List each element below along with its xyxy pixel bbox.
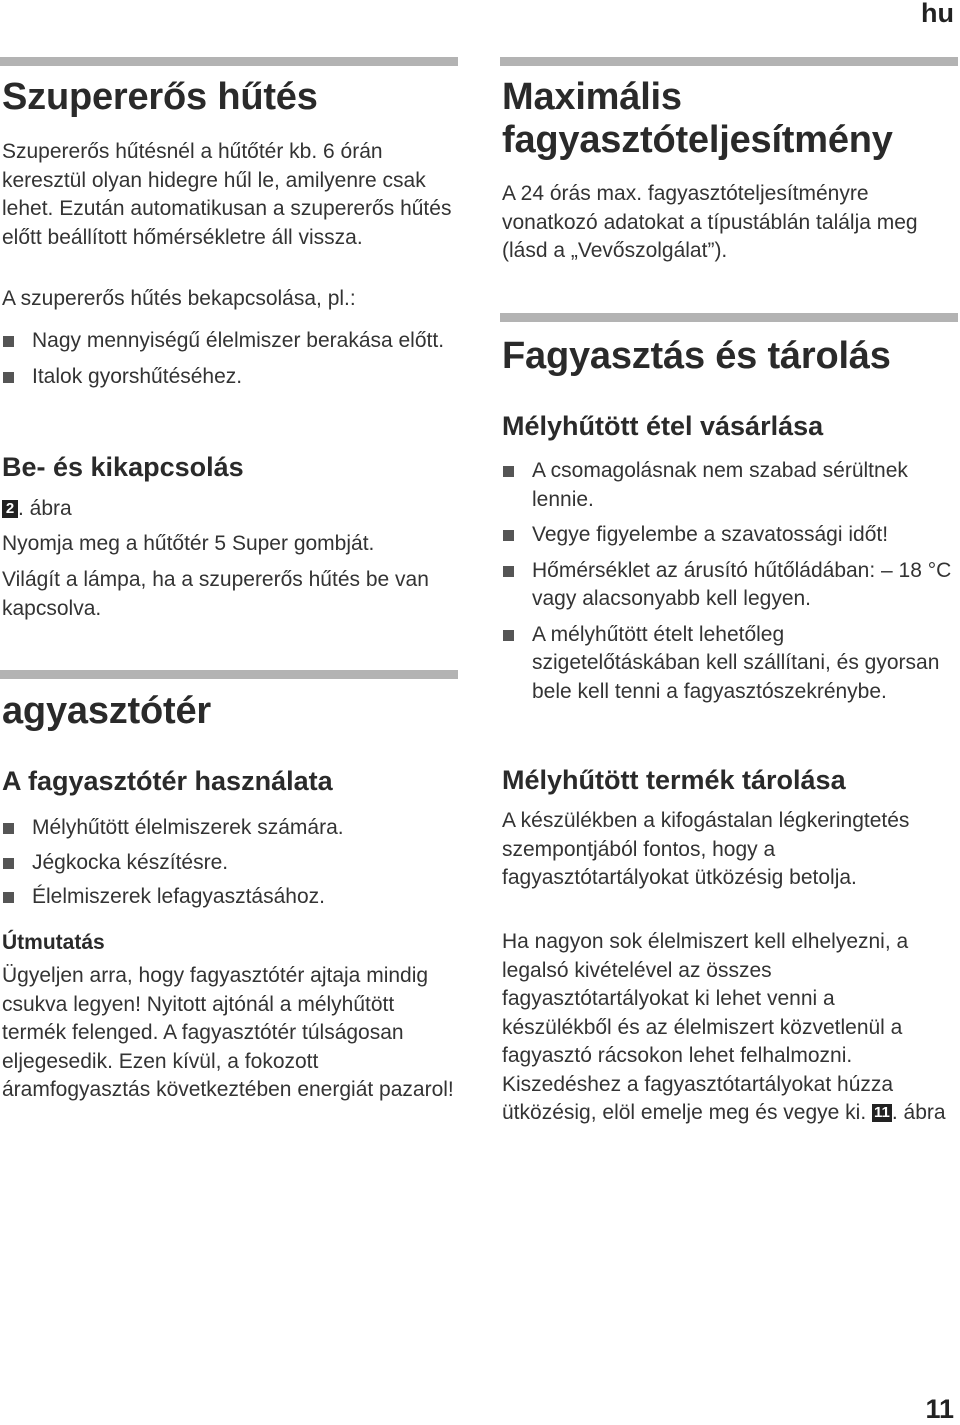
list-item: Jégkocka készítésre.: [0, 849, 460, 878]
paragraph: Szupererős hűtésnél a hűtőtér kb. 6 órán keresztül olyan hidegre hűl le, amilyenre csak lehet. Ezután automatikusan a szupererős hűtés előtt beállított hőmérsékletre áll vissza.: [2, 140, 452, 249]
bullet-square-icon: [3, 336, 14, 347]
bullet-square-icon: [3, 892, 14, 903]
section-title-freezing-storage: Fagyasztás és tárolás: [502, 335, 891, 377]
section-rule: [0, 670, 458, 679]
list-item: Italok gyorshűtéséhez.: [0, 363, 460, 392]
section-title-on-off: Be- és kikapcsolás: [2, 452, 244, 482]
section-title-max-freezing: Maximális fagyasztóteljesítmény: [502, 76, 893, 161]
list-item: Hőmérséklet az árusító hűtőládában: – 18 °C vagy alacsonyabb kell legyen.: [500, 557, 958, 614]
note-paragraph: Ügyeljen arra, hogy fagyasztótér ajtaja mindig csukva legyen! Nyitott ajtónál a mélyhűtött termék felenged. A fagyasztótér túlságosan eljegesedik. Ezen kívül, a fokozott áramfogyasztás következtében energiát pazarol!: [2, 964, 454, 1101]
subsection-title: A fagyasztótér használata: [2, 766, 333, 796]
bullet-list: [0, 814, 460, 918]
paragraph: A 24 órás max. fagyasztóteljesítményre vonatkozó adatokat a típustáblán találja meg (lásd a „Vevőszolgálat”).: [502, 182, 918, 262]
paragraph: A készülékben a kifogástalan légkeringtetés szempontjából fontos, hogy a fagyasztótartályokat ütközésig betolja.: [502, 809, 910, 889]
section-title-super-cooling: Szupererős hűtés: [2, 76, 318, 118]
list-item: Élelmiszerek lefagyasztásához.: [0, 883, 460, 912]
page-number: 11: [925, 1394, 954, 1424]
note-title: Útmutatás: [2, 931, 105, 954]
subsection-title: Mélyhűtött termék tárolása: [502, 765, 846, 795]
section-rule: [500, 57, 958, 66]
paragraph: Világít a lámpa, ha a szupererős hűtés be van kapcsolva.: [2, 568, 429, 620]
section-rule: [500, 313, 958, 322]
list-item: Mélyhűtött élelmiszerek számára.: [0, 814, 460, 843]
section-title-freezer: agyasztótér: [2, 690, 211, 732]
list-item: Vegye figyelembe a szavatossági időt!: [500, 521, 958, 550]
list-item: A mélyhűtött ételt lehetőleg szigetelőtáskában kell szállítani, és gyorsan bele kell tenni a fagyasztószekrénybe.: [500, 621, 958, 707]
language-code: hu: [921, 0, 954, 28]
bullet-list: [500, 457, 958, 713]
section-rule: [0, 57, 458, 66]
bullet-list: [0, 327, 460, 398]
figure-reference: 2 . ábra: [2, 495, 457, 524]
list-item: A csomagolásnak nem szabad sérültnek lennie.: [500, 457, 958, 514]
paragraph: Ha nagyon sok élelmiszert kell elhelyezni, a legalsó kivételével az összes fagyasztótartályokat ki lehet venni a készülékből és az élelmiszert közvetlenül a fagyasztó rácsokon lehet felhalmozni. Kiszedéshez a fagyasztótartályokat húzza ütközésig, elöl emelje meg és vegye ki. 11. ábra: [502, 930, 946, 1124]
figure-number-badge: 11: [874, 1104, 890, 1121]
paragraph: A szupererős hűtés bekapcsolása, pl.:: [2, 287, 356, 310]
bullet-square-icon: [3, 372, 14, 383]
bullet-square-icon: [503, 630, 514, 641]
bullet-square-icon: [3, 858, 14, 869]
paragraph: Nyomja meg a hűtőtér 5 Super gombját.: [2, 532, 375, 555]
list-item: Nagy mennyiségű élelmiszer berakása előtt.: [0, 327, 460, 356]
bullet-square-icon: [503, 530, 514, 541]
bullet-square-icon: [503, 466, 514, 477]
bullet-square-icon: [503, 566, 514, 577]
bullet-square-icon: [3, 823, 14, 834]
figure-number-badge: 2: [2, 500, 18, 518]
subsection-title: Mélyhűtött étel vásárlása: [502, 411, 824, 441]
